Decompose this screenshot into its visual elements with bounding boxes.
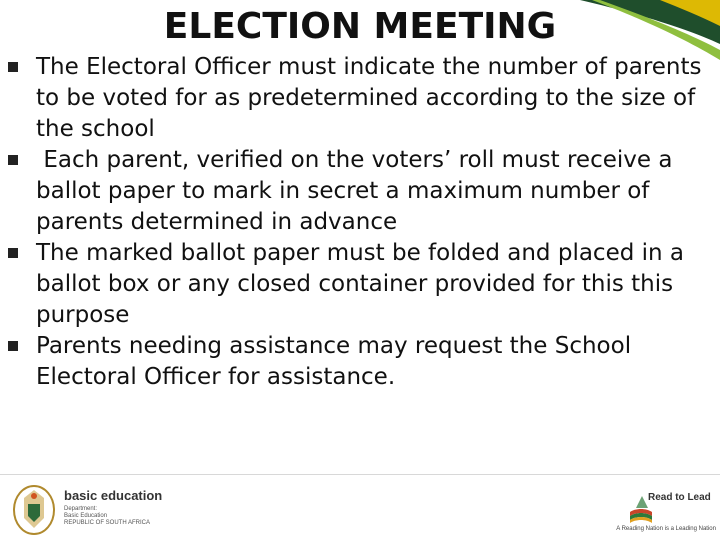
- square-bullet-icon: [8, 341, 18, 351]
- bullet-text: The Electoral Officer must indicate the number of parents to be voted for as predetermined according to the size of the school: [36, 54, 702, 142]
- bullet-item: [0, 331, 716, 393]
- square-bullet-icon: [8, 248, 18, 258]
- bullet-text: Each parent, verified on the voters’ roll must receive a ballot paper to mark in secret a maximum number of parents determined in advance: [36, 147, 680, 235]
- department-label: Department:: [64, 506, 98, 512]
- brand-name: basic education: [64, 488, 163, 503]
- coat-of-arms-icon: [8, 484, 60, 538]
- read-to-lead-logo: [606, 486, 716, 538]
- bullet-text: The marked ballot paper must be folded and placed in a ballot box or any closed container provided for this this purpose: [36, 240, 685, 328]
- department-name: Basic Education: [64, 513, 108, 519]
- bullet-item: [0, 52, 716, 145]
- basic-education-logo: [8, 484, 178, 538]
- footer-divider: [0, 474, 720, 475]
- bullet-item: [0, 238, 716, 331]
- country-name: REPUBLIC OF SOUTH AFRICA: [64, 520, 151, 526]
- bullet-text: Parents needing assistance may request the School Electoral Officer for assistance.: [36, 333, 632, 390]
- bullet-item: [0, 145, 716, 238]
- square-bullet-icon: [8, 155, 18, 165]
- read-to-lead-title: Read to Lead: [648, 492, 711, 503]
- read-to-lead-tagline: A Reading Nation is a Leading Nation: [616, 526, 716, 532]
- square-bullet-icon: [8, 62, 18, 72]
- bullet-list: [0, 52, 716, 393]
- slide-title: ELECTION MEETING: [163, 6, 557, 47]
